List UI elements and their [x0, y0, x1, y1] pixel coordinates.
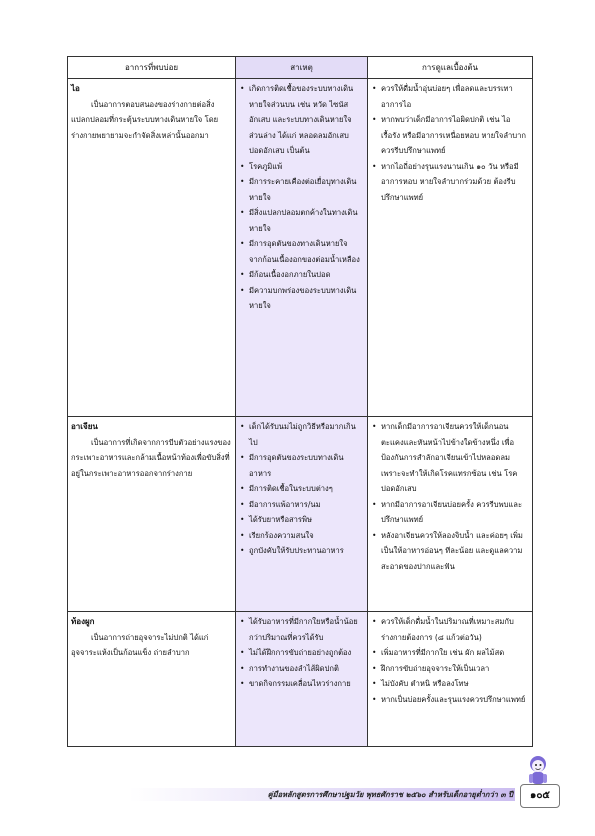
cause-item: • เด็กได้รับนมไม่ถูกวิธีหรือมากเกินไป — [239, 419, 363, 450]
care-item: • ควรให้ดื่มน้ำอุ่นบ่อยๆ เพื่อลดและบรรเทาอาการไอ — [371, 81, 528, 112]
cause-item: • เรียกร้องความสนใจ — [239, 528, 363, 544]
symptom-description: เป็นอาการตอบสนองของร่างกายต่อสิ่งแปลกปลอมที่กระตุ้นระบบทางเดินหายใจ โดยร่างกายพยายามจะกำจัดสิ่งเหล่านั้นออกมา — [71, 99, 219, 140]
symptom-description: เป็นอาการถ่ายอุจจาระไม่ปกติ ได้แก่ อุจจาระแห้งเป็นก้อนแข็ง ถ่ายลำบาก — [71, 632, 209, 657]
care-item: • ไม่บังคับ ตำหนิ หรือลงโทษ — [371, 676, 528, 692]
care-item: • หลังอาเจียนควรให้ลองจิบน้ำ และค่อยๆ เพิ่มเป็นให้อาหารอ่อนๆ ทีละน้อย และดูแลความสะอาดของปากและฟัน — [371, 528, 528, 575]
care-cell — [368, 612, 533, 747]
symptom-name: อาเจียน — [71, 422, 98, 431]
cause-item: • มีการอุดตันของระบบทางเดินอาหาร — [239, 450, 363, 481]
cause-item: • การทำงานของลำไส้ผิดปกติ — [239, 661, 363, 677]
care-item: • หากพบว่าเด็กมีอาการไอผิดปกติ เช่น ไอเรื้อรัง หรือมีอาการเหนื่อยหอบ หายใจลำบาก ควรรีบปรึกษาแพทย์ — [371, 112, 528, 159]
cause-cell — [236, 612, 368, 747]
care-item: • หากเด็กมีอาการอาเจียนควรให้เด็กนอนตะแคงและหันหน้าไปข้างใดข้างหนึ่ง เพื่อป้องกันการสำลักอาเจียนเข้าไปหลอดลม เพราะจะทำให้เกิดโรคแทรกซ้อน เช่น โรคปอดอักเสบ — [371, 419, 528, 497]
cause-item: • ไม่ได้ฝึกการขับถ่ายอย่างถูกต้อง — [239, 645, 363, 661]
cause-item: • มีสิ่งแปลกปลอมตกค้างในทางเดินหายใจ — [239, 205, 363, 236]
cause-item: • มีการระคายเคืองต่อเยื่อบุทางเดินหายใจ — [239, 174, 363, 205]
table-row — [68, 417, 533, 612]
cause-item: • มีความบกพร่องของระบบทางเดินหายใจ — [239, 283, 363, 314]
header-care: การดูแลเบื้องต้น — [368, 57, 533, 79]
symptom-description: เป็นอาการที่เกิดจากการบีบตัวอย่างแรงของกระเพาะอาหารและกล้ามเนื้อหน้าท้องเพื่อขับสิ่งที่อยู่ในกระเพาะอาหารออกจากร่างกาย — [71, 437, 231, 478]
care-item: • เพิ่มอาหารที่มีกากใย เช่น ผัก ผลไม้สด — [371, 645, 528, 661]
table-header-row — [68, 57, 533, 79]
cause-item: • มีการติดเชื้อในระบบต่างๆ — [239, 481, 363, 497]
symptom-name: ท้องผูก — [71, 617, 95, 626]
table-row — [68, 79, 533, 417]
care-item: • ควรให้เด็กดื่มน้ำในปริมาณที่เหมาะสมกับร่างกายต้องการ (๘ แก้วต่อวัน) — [371, 614, 528, 645]
cause-cell — [236, 79, 368, 417]
symptom-care-table — [67, 56, 533, 747]
cause-item: • โรคภูมิแพ้ — [239, 159, 363, 175]
cause-item: • ขาดกิจกรรมเคลื่อนไหวร่างกาย — [239, 676, 363, 692]
symptom-cell — [68, 79, 236, 417]
table-row — [68, 612, 533, 747]
cause-item: • ถูกบังคับให้รับประทานอาหาร — [239, 543, 363, 559]
care-cell — [368, 417, 533, 612]
cause-item: • ได้รับยาหรือสารพิษ — [239, 512, 363, 528]
cause-item: • ได้รับอาหารที่มีกากใยหรือน้ำน้อยกว่าปริมาณที่ควรได้รับ — [239, 614, 363, 645]
symptom-cell — [68, 612, 236, 747]
header-cause: สาเหตุ — [236, 57, 368, 79]
footer-text: คู่มือหลักสูตรการศึกษาปฐมวัย พุทธศักราช ๒๕๖๐ สำหรับเด็กอายุต่ำกว่า ๓ ปี — [267, 790, 513, 799]
cause-item: • มีการอุดตันของทางเดินหายใจ จากก้อนเนื้องอกของต่อมน้ำเหลือง — [239, 236, 363, 267]
cause-item: • เกิดการติดเชื้อของระบบทางเดินหายใจส่วนบน เช่น หวัด ไซนัสอักเสบ และระบบทางเดินหายใจส่วนล่าง ได้แก่ หลอดลมอักเสบ ปอดอักเสบ เป็นต้น — [239, 81, 363, 159]
symptom-cell — [68, 417, 236, 612]
header-symptom: อาการที่พบบ่อย — [68, 57, 236, 79]
cause-cell — [236, 417, 368, 612]
page-number: ๑๐๕ — [520, 784, 560, 808]
care-item: • ฝึกการขับถ่ายอุจจาระให้เป็นเวลา — [371, 661, 528, 677]
cause-item: • มีอาการแพ้อาหาร/นม — [239, 497, 363, 513]
symptom-name: ไอ — [71, 84, 80, 93]
care-item: • หากเป็นบ่อยครั้งและรุนแรงควรปรึกษาแพทย์ — [371, 692, 528, 708]
care-cell — [368, 79, 533, 417]
care-item: • หากมีอาการอาเจียนบ่อยครั้ง ควรรีบพบและปรึกษาแพทย์ — [371, 497, 528, 528]
care-item: • หากไอถี่อย่างรุนแรงนานเกิน ๑๐ วัน หรือมีอาการหอบ หายใจลำบากร่วมด้วย ต้องรีบปรึกษาแพทย์ — [371, 159, 528, 206]
cause-item: • มีก้อนเนื้องอกภายในปอด — [239, 267, 363, 283]
